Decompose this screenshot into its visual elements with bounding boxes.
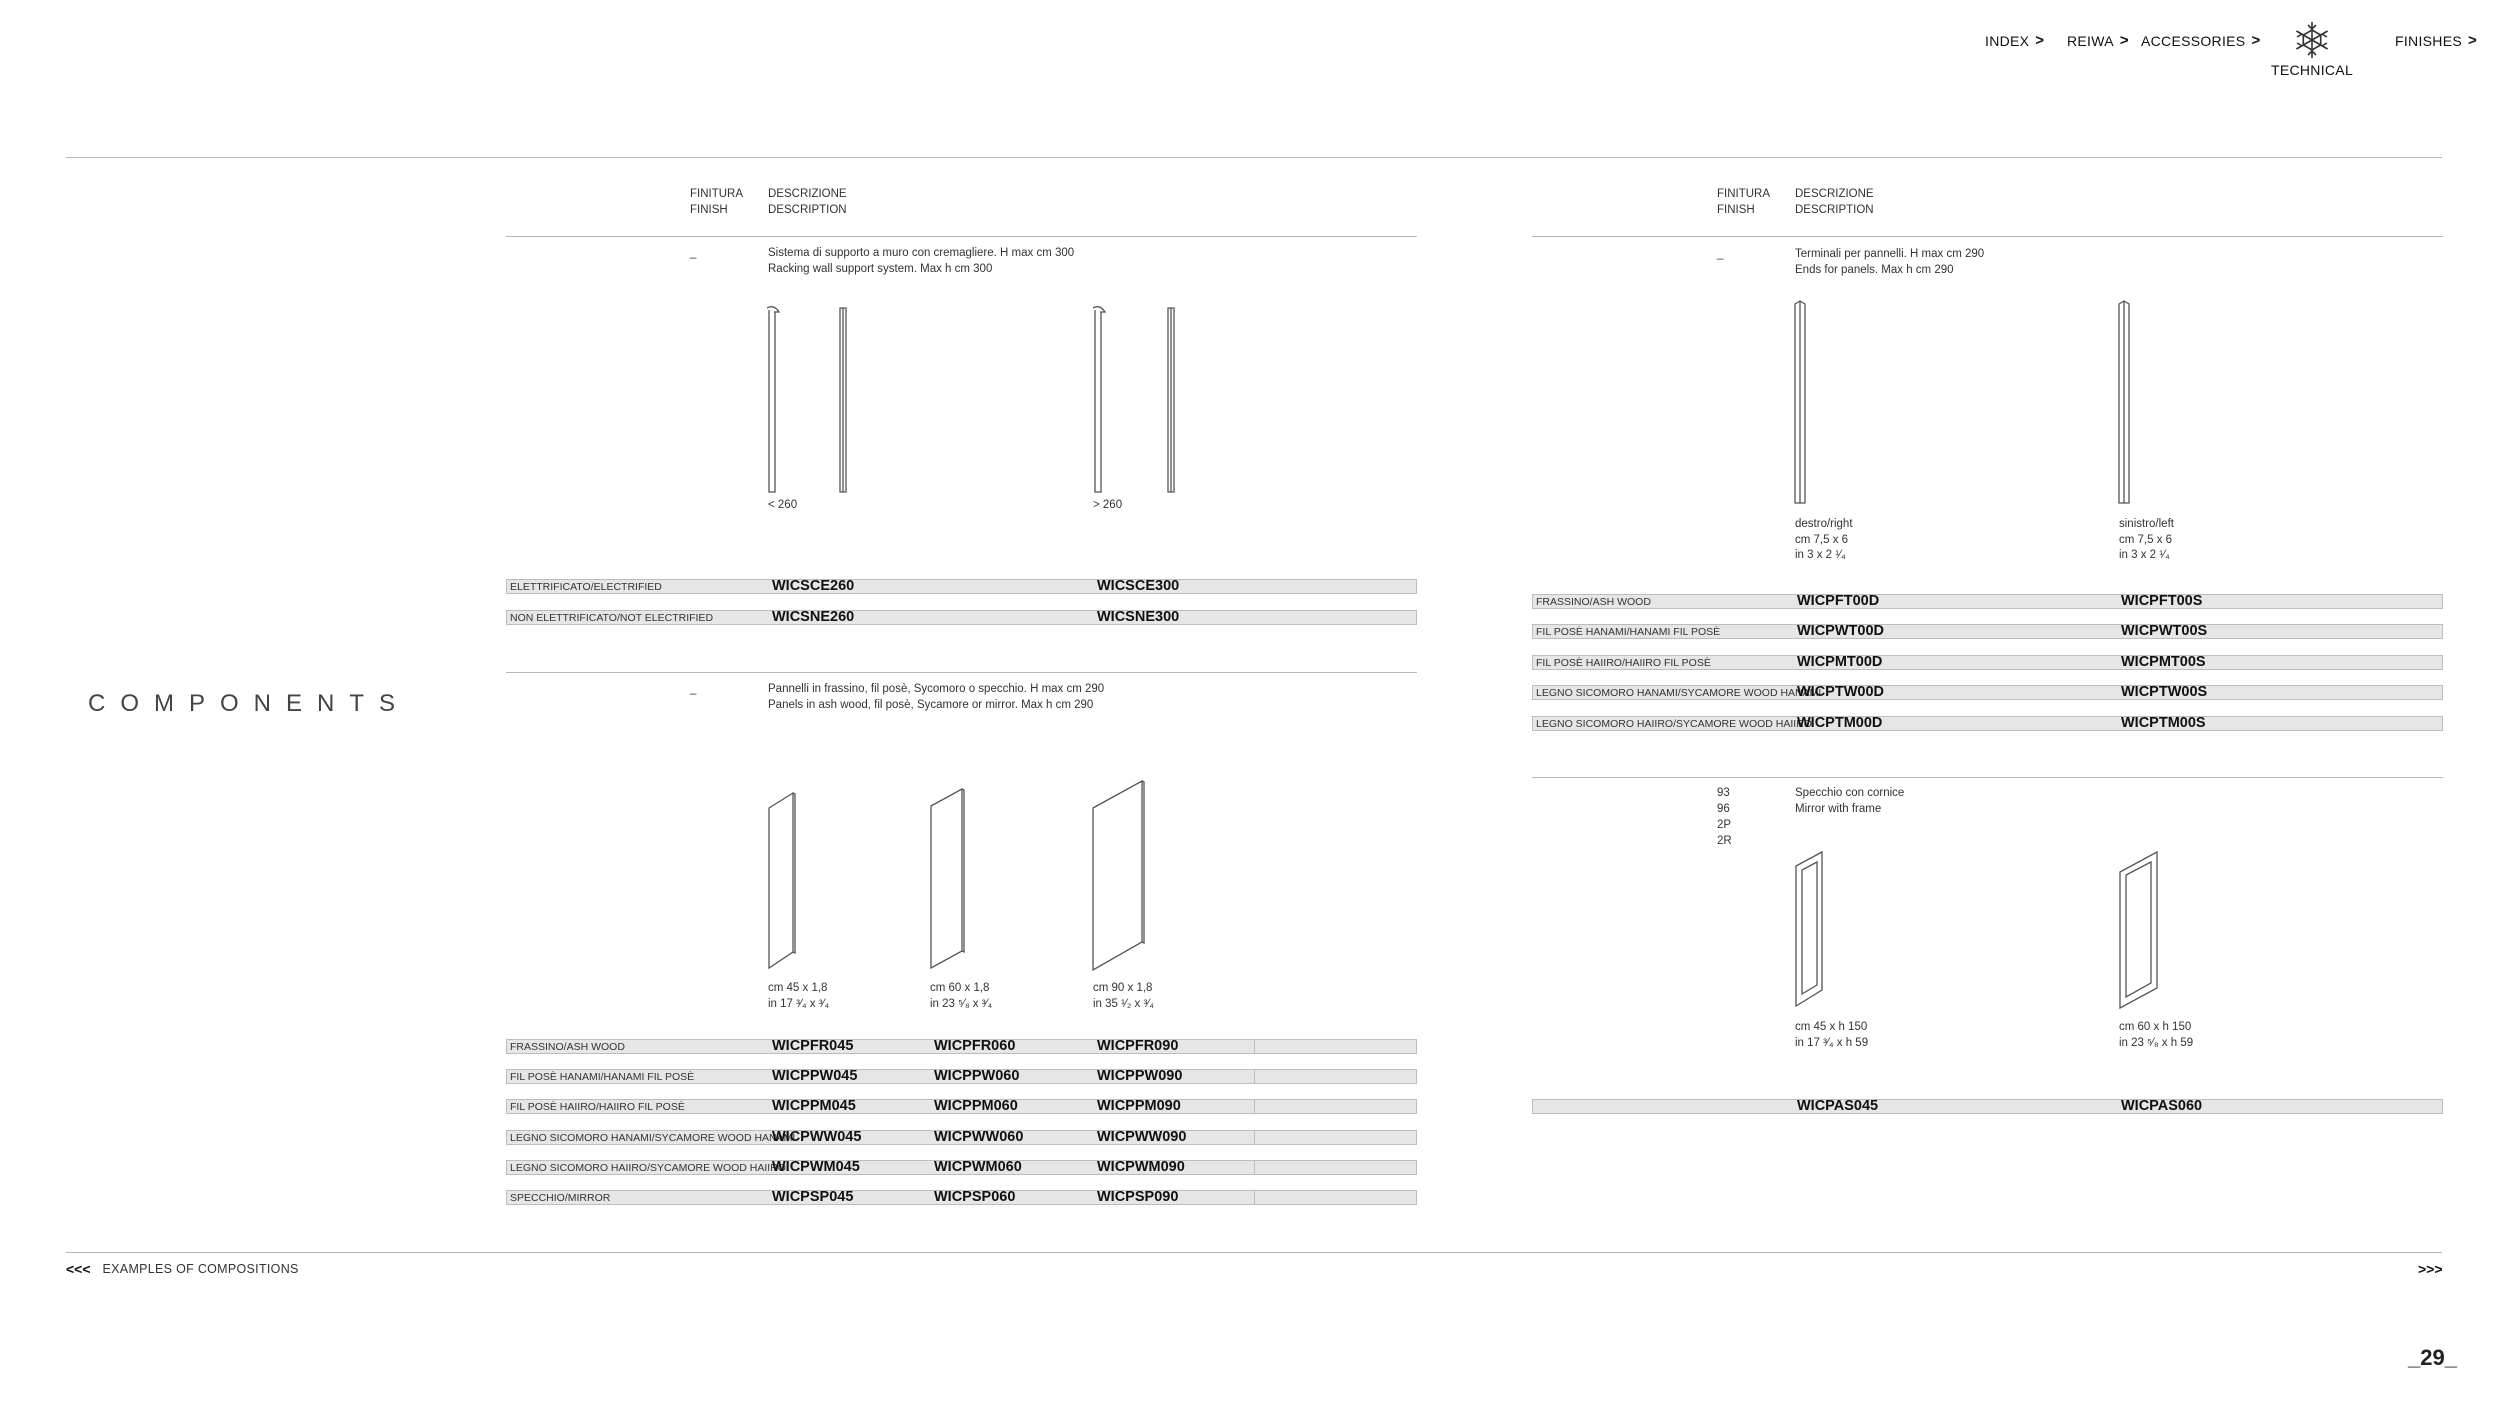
dimension-cm: cm 60 x h 150: [2119, 1021, 2192, 1033]
description-en: Mirror with frame: [1795, 803, 1882, 815]
product-code: WICPPM060: [934, 1098, 1018, 1114]
dimension-in: in 35 ¹⁄₂ x ³⁄₄: [1093, 997, 1154, 1010]
nav-reiwa-label: REIWA: [2067, 32, 2114, 49]
table-row: [506, 1130, 1417, 1145]
table-row: [1532, 594, 2443, 609]
finish-label: LEGNO SICOMORO HAIIRO/SYCAMORE WOOD HAIIRO: [510, 1162, 786, 1174]
product-code: WICPSP060: [934, 1189, 1016, 1205]
finish-value: _: [690, 683, 697, 695]
finish-label: FIL POSÈ HANAMI/HANAMI FIL POSÈ: [510, 1071, 695, 1083]
back-arrows-icon: <<<: [66, 1261, 91, 1277]
nav-technical-label: TECHNICAL: [2270, 62, 2354, 78]
finish-code: 2P: [1717, 819, 1732, 831]
cell-separator: [1254, 1190, 1255, 1205]
product-code: WICPPM090: [1097, 1098, 1181, 1114]
end-panel-right-drawing: [1792, 298, 1822, 508]
header-divider: [506, 236, 1417, 237]
page-number: _29_: [2408, 1345, 2457, 1370]
product-code: WICPWW045: [772, 1129, 862, 1145]
top-divider: [66, 157, 2442, 158]
rack-drawing-tall: [1092, 302, 1192, 498]
nav-index[interactable]: [1985, 32, 2044, 49]
nav-accessories-label: ACCESSORIES: [2141, 32, 2246, 49]
product-code: WICPWT00S: [2121, 623, 2208, 639]
dimension-cm: cm 45 x h 150: [1795, 1021, 1868, 1033]
product-description: [1795, 785, 1904, 817]
product-code: WICSCE260: [772, 578, 855, 594]
size-label: > 260: [1093, 499, 1123, 511]
finish-code: 96: [1717, 803, 1730, 815]
finish-header: [1717, 186, 1770, 218]
finish-label: FIL POSÈ HAIIRO/HAIIRO FIL POSÈ: [510, 1101, 685, 1113]
description-header: [768, 186, 847, 218]
header-divider: [1532, 236, 2443, 237]
section-divider: [1532, 777, 2443, 778]
dimension-in: in 23 ⁵⁄₈ x ³⁄₄: [930, 997, 993, 1010]
product-code: WICPFR060: [934, 1038, 1016, 1054]
prev-link-label: EXAMPLES OF COMPOSITIONS: [102, 1262, 299, 1276]
finish-label: FIL POSÈ HANAMI/HANAMI FIL POSÈ: [1536, 626, 1721, 638]
panel-dimension: [930, 981, 992, 1012]
nav-finishes-label: FINISHES: [2395, 32, 2462, 49]
product-code: WICPPW045: [772, 1068, 858, 1084]
table-row: [1532, 685, 2443, 700]
table-row: [1532, 624, 2443, 639]
product-code: WICPFR090: [1097, 1038, 1179, 1054]
product-code: WICPMT00D: [1797, 654, 1883, 670]
panel-drawing-45: [766, 790, 806, 974]
finish-code: 2R: [1717, 835, 1732, 847]
product-code: WICPFT00S: [2121, 593, 2203, 609]
product-code: WICPFR045: [772, 1038, 854, 1054]
product-code: WICPTM00S: [2121, 715, 2206, 731]
finish-header-en: FINISH: [690, 204, 728, 216]
product-code: WICPTM00D: [1797, 715, 1883, 731]
product-code: WICPWW060: [934, 1129, 1024, 1145]
product-code: WICSCE300: [1097, 578, 1180, 594]
dimension-cm: cm 60 x 1,8: [930, 982, 990, 994]
nav-accessories[interactable]: [2141, 32, 2261, 49]
next-arrows-icon[interactable]: >>>: [2418, 1261, 2443, 1277]
product-description: [1795, 246, 1984, 278]
nav-arrow-icon: >: [2467, 32, 2478, 49]
table-row: [1532, 716, 2443, 731]
dimension-cm: cm 7,5 x 6: [1795, 533, 1849, 546]
cell-separator: [1254, 1130, 1255, 1145]
finish-label: LEGNO SICOMORO HANAMI/SYCAMORE WOOD HANAMI: [510, 1132, 796, 1144]
end-dimension: [1795, 517, 1853, 564]
product-code: WICPAS060: [2121, 1098, 2203, 1114]
description-en: Ends for panels. Max h cm 290: [1795, 264, 1954, 276]
product-code: WICPPM045: [772, 1098, 856, 1114]
table-row: [506, 1069, 1417, 1084]
bottom-divider: [66, 1252, 2442, 1253]
product-code: WICSNE260: [772, 609, 855, 625]
table-row: [1532, 1099, 2443, 1114]
dimension-in: in 3 x 2 ¹⁄₄: [1795, 549, 1846, 561]
nav-finishes[interactable]: [2395, 32, 2477, 49]
nav-technical[interactable]: [2272, 20, 2352, 78]
description-it: Terminali per pannelli. H max cm 290: [1795, 248, 1985, 260]
product-code: WICPWM045: [772, 1159, 860, 1175]
dimension-cm: cm 45 x 1,8: [768, 982, 828, 994]
dimension-in: in 17 ³⁄₄ x ³⁄₄: [768, 997, 830, 1010]
finish-label: SPECCHIO/MIRROR: [510, 1192, 611, 1204]
product-code: WICPSP090: [1097, 1189, 1179, 1205]
finish-label: FRASSINO/ASH WOOD: [510, 1041, 625, 1053]
panel-dimension: [768, 981, 829, 1012]
finish-header-it: FINITURA: [1717, 188, 1771, 200]
dimension-in: in 17 ³⁄₄ x h 59: [1795, 1036, 1869, 1049]
product-code: WICPWM060: [934, 1159, 1022, 1175]
finish-value: _: [1717, 248, 1724, 260]
finish-code: 93: [1717, 787, 1730, 799]
end-side: destro/right: [1795, 518, 1853, 530]
product-code: WICPWT00D: [1797, 623, 1884, 639]
description-en: Racking wall support system. Max h cm 300: [768, 263, 993, 275]
product-code: WICPTW00S: [2121, 684, 2208, 700]
product-description: [768, 245, 1074, 277]
cell-separator: [1254, 1039, 1255, 1054]
description-en: Panels in ash wood, fil posè, Sycamore or mirror. Max h cm 290: [768, 699, 1094, 711]
cell-separator: [1254, 1099, 1255, 1114]
description-it: Sistema di supporto a muro con cremagliere. H max cm 300: [768, 247, 1075, 259]
product-code: WICPAS045: [1797, 1098, 1879, 1114]
finish-value: _: [690, 247, 697, 259]
product-code: WICPSP045: [772, 1189, 854, 1205]
panel-drawing-90: [1090, 778, 1160, 974]
table-row: [506, 610, 1417, 625]
framed-mirror-45-drawing: [1793, 850, 1833, 1012]
rack-drawing-short: [766, 302, 866, 498]
finish-label: NON ELETTRIFICATO/NOT ELECTRIFIED: [510, 612, 714, 624]
finish-header: [690, 186, 743, 218]
mirror-dimension: [1795, 1020, 1868, 1051]
table-row: [1532, 655, 2443, 670]
table-row: [506, 579, 1417, 594]
end-dimension: [2119, 517, 2174, 564]
panel-drawing-60: [928, 786, 978, 974]
finish-label: FRASSINO/ASH WOOD: [1536, 596, 1651, 608]
nav-reiwa[interactable]: [2067, 32, 2129, 49]
description-header-en: DESCRIPTION: [768, 204, 847, 216]
nav-arrow-icon: >: [2035, 32, 2045, 49]
product-code: WICPPW090: [1097, 1068, 1183, 1084]
product-code: WICPFT00D: [1797, 593, 1880, 609]
product-code: WICPPW060: [934, 1068, 1020, 1084]
finish-label: ELETTRIFICATO/ELECTRIFIED: [510, 581, 662, 593]
finish-label: LEGNO SICOMORO HAIIRO/SYCAMORE WOOD HAIIRO: [1536, 718, 1812, 730]
product-description: [768, 681, 1104, 713]
product-code: WICPWM090: [1097, 1159, 1185, 1175]
dimension-cm: cm 90 x 1,8: [1093, 982, 1153, 994]
finish-header-it: FINITURA: [690, 188, 744, 200]
table-row: [506, 1099, 1417, 1114]
finish-header-en: FINISH: [1717, 204, 1755, 216]
product-code: WICPWW090: [1097, 1129, 1187, 1145]
table-row: [506, 1190, 1417, 1205]
description-header-it: DESCRIZIONE: [768, 188, 847, 200]
nav-index-label: INDEX: [1985, 32, 2030, 49]
description-header-it: DESCRIZIONE: [1795, 188, 1874, 200]
mirror-dimension: [2119, 1020, 2193, 1051]
dimension-cm: cm 7,5 x 6: [2119, 533, 2173, 546]
product-code: WICPTW00D: [1797, 684, 1884, 700]
product-code: WICSNE300: [1097, 609, 1180, 625]
cell-separator: [1254, 1069, 1255, 1084]
table-row: [506, 1039, 1417, 1054]
description-it: Pannelli in frassino, fil posè, Sycomoro o specchio. H max cm 290: [768, 683, 1105, 695]
description-it: Specchio con cornice: [1795, 787, 1905, 799]
panel-dimension: [1093, 981, 1154, 1012]
description-header-en: DESCRIPTION: [1795, 204, 1874, 216]
section-divider: [506, 672, 1417, 673]
nav-arrow-icon: >: [2251, 32, 2261, 49]
finish-label: LEGNO SICOMORO HANAMI/SYCAMORE WOOD HANAMI: [1536, 687, 1822, 699]
size-label: < 260: [768, 499, 798, 511]
end-side: sinistro/left: [2119, 518, 2174, 530]
description-header: [1795, 186, 1874, 218]
framed-mirror-60-drawing: [2117, 850, 2167, 1012]
section-title: COMPONENTS: [88, 690, 411, 717]
dimension-in: in 3 x 2 ¹⁄₄: [2119, 549, 2170, 561]
prev-link[interactable]: [66, 1261, 299, 1277]
nav-arrow-icon: >: [2119, 32, 2129, 49]
cell-separator: [1254, 1160, 1255, 1175]
end-panel-left-drawing: [2116, 298, 2146, 508]
snowflake-icon: [2292, 20, 2332, 60]
finish-codes: [1717, 785, 1732, 849]
finish-label: FIL POSÈ HAIIRO/HAIIRO FIL POSÈ: [1536, 657, 1711, 669]
dimension-in: in 23 ⁵⁄₈ x h 59: [2119, 1036, 2194, 1049]
product-code: WICPMT00S: [2121, 654, 2206, 670]
table-row: [506, 1160, 1417, 1175]
